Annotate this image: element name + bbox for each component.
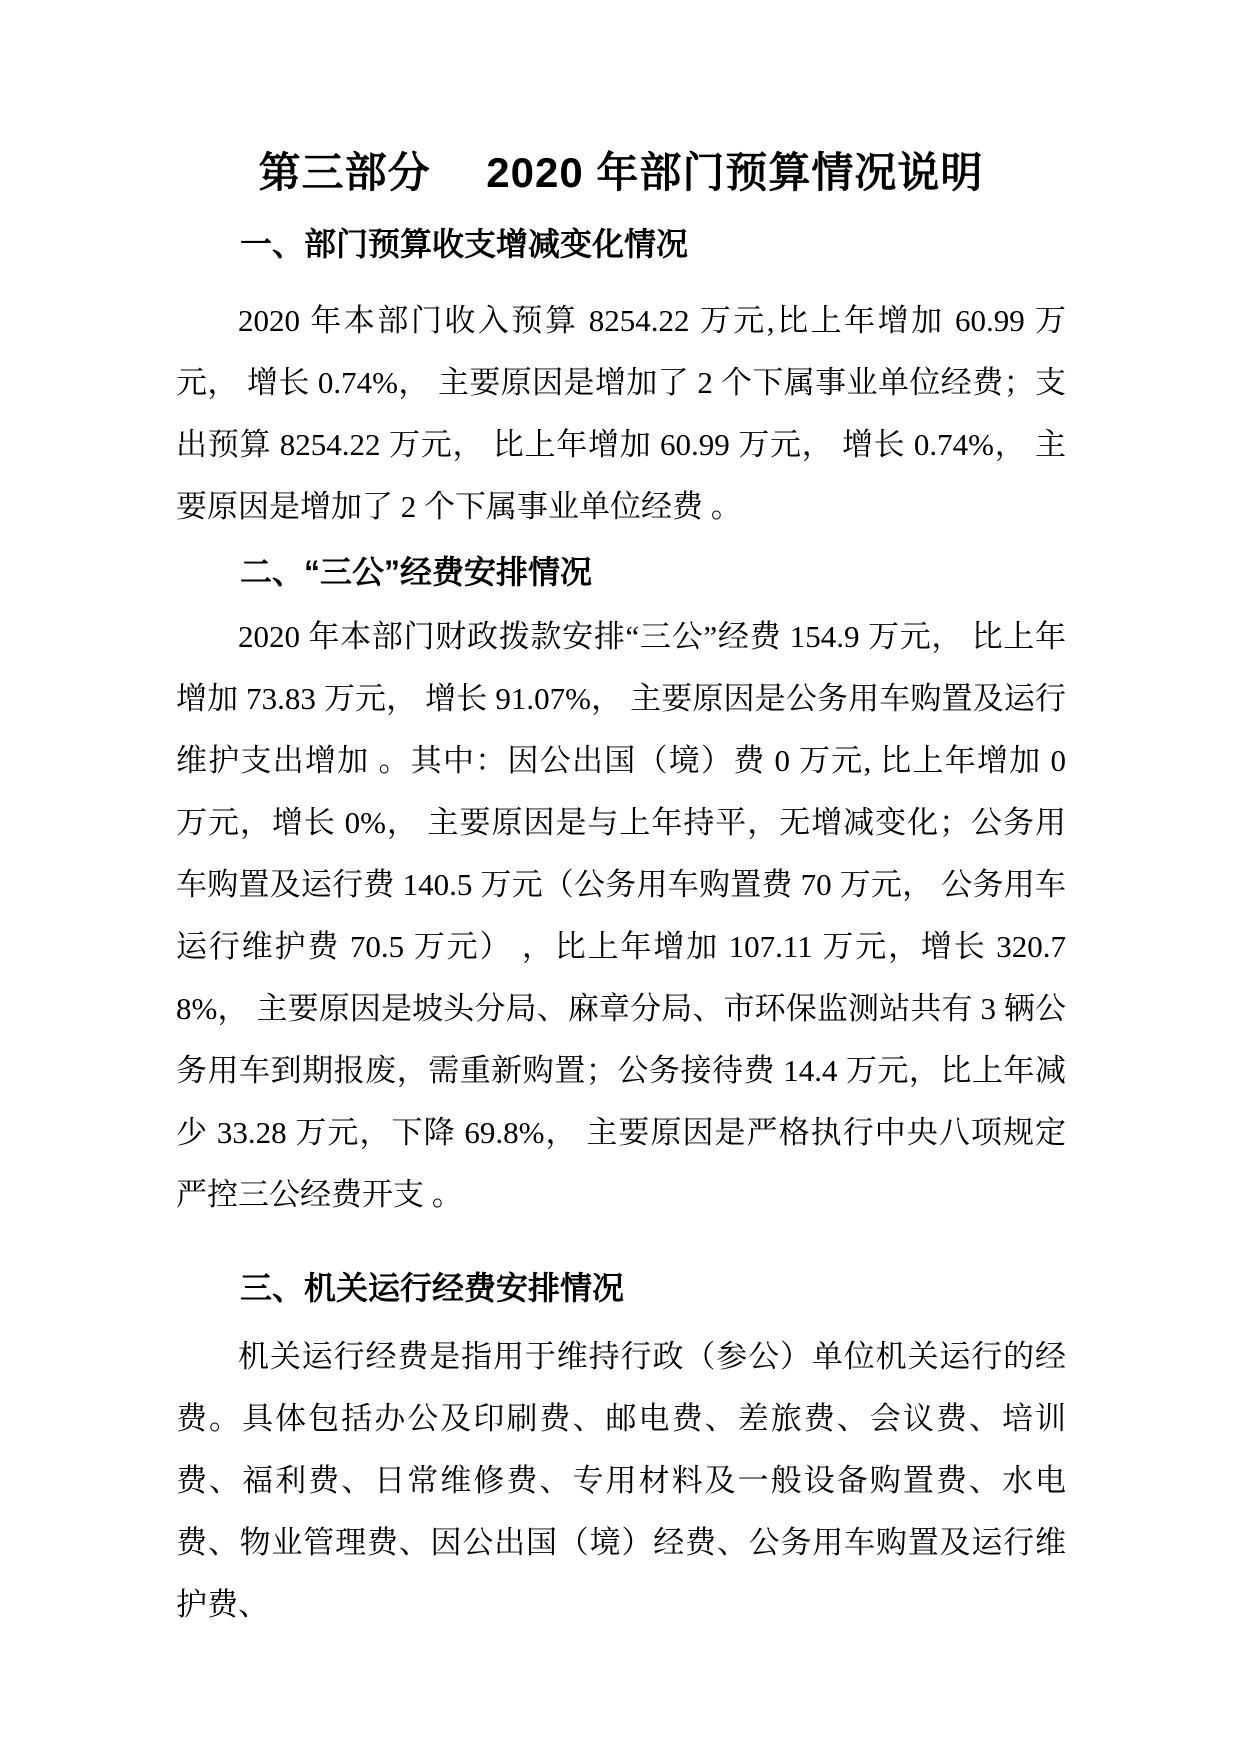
section-1-paragraph: 2020 年本部门收入预算 8254.22 万元,比上年增加 60.99 万元， 增长 0.74%， 主要原因是增加了 2 个下属事业单位经费；支出预算 8254.22 万元， 比上年增加 60.99 万元， 增长 0.74%， 主要原因是增加了 2 个下属事业单位经费 。 xyxy=(176,303,1066,524)
section-heading-3: 三、机关运行经费安排情况 xyxy=(240,1270,625,1306)
section-heading-2: 二、“三公”经费安排情况 xyxy=(240,554,593,590)
section-2-paragraph: 2020 年本部门财政拨款安排“三公”经费 154.9 万元， 比上年增加 73.83 万元， 增长 91.07%， 主要原因是公务用车购置及运行维护支出增加 。其中：因公出国（境）费 0 万元, 比上年增加 0 万元，增长 0%， 主要原因是与上年持平，无增减变化；公务用车购置及运行费 140.5 万元（公务用车购置费 70 万元， 公务用车运行维护费 70.5 万元） ，比上年增加 107.11 万元，增长 320.78%， 主要原因是坡头分局、麻章分局、市环保监测站共有 3 辆公务用车到期报废，需重新购置；公务接待费 14.4 万元，比上年减少 33.28 万元，下降 69.8%， 主要原因是严格执行中央八项规定严控三公经费开支 。 xyxy=(176,619,1066,1212)
document-title: 第三部分 2020 年部门预算情况说明 xyxy=(258,149,984,196)
section-heading-1: 一、部门预算收支增减变化情况 xyxy=(240,226,689,262)
section-3-paragraph: 机关运行经费是指用于维持行政（参公）单位机关运行的经费。具体包括办公及印刷费、邮电费、差旅费、会议费、培训费、福利费、日常维修费、专用材料及一般设备购置费、水电费、物业管理费、因公出国（境）经费、公务用车购置及运行维护费、 xyxy=(176,1339,1066,1622)
